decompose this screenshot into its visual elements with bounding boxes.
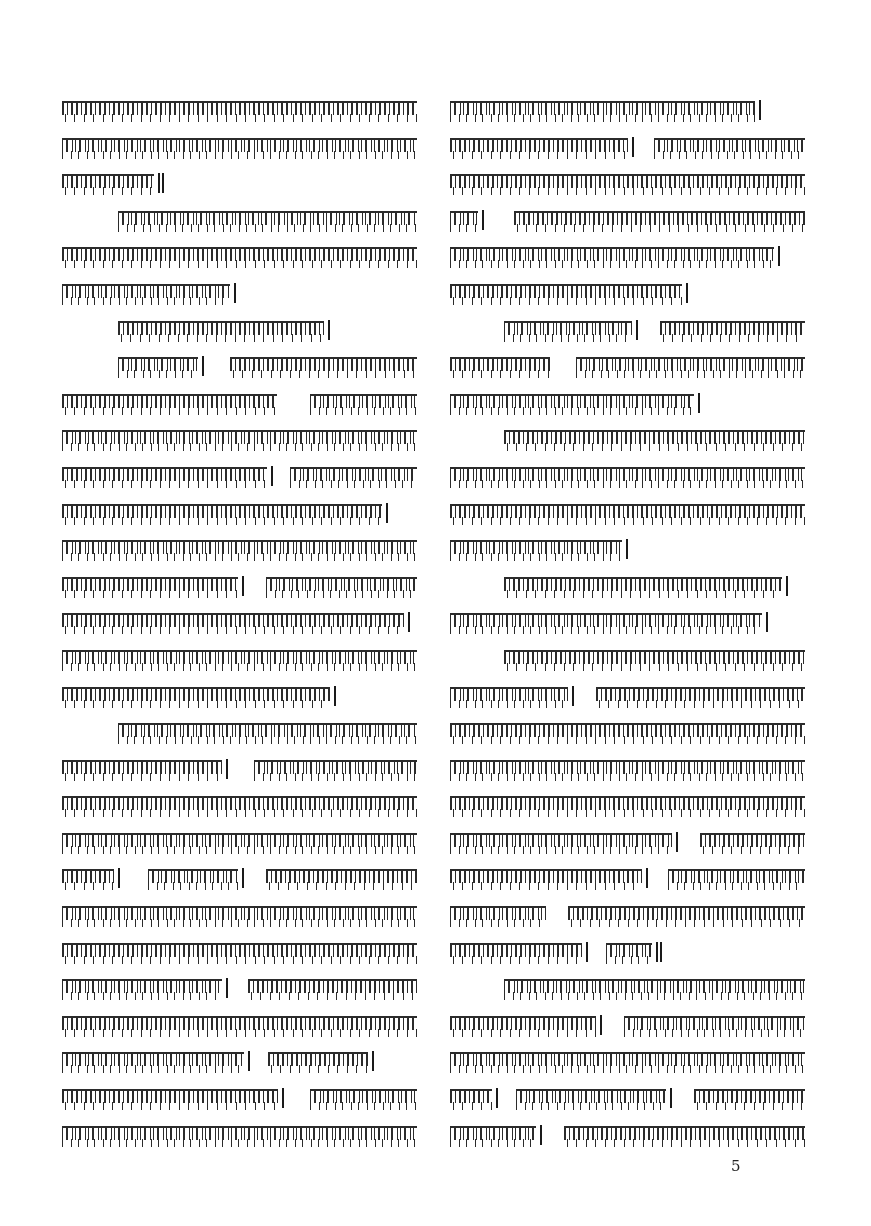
text-line: [62, 751, 417, 788]
text-line: [450, 824, 805, 861]
text-line: [450, 1080, 805, 1117]
text-line: [450, 604, 805, 641]
text-line: [450, 348, 805, 385]
text-line: [62, 421, 417, 458]
text-line: [450, 568, 805, 605]
text-line: [62, 860, 417, 897]
text-line: [62, 385, 417, 422]
text-line: [62, 238, 417, 275]
text-line: [62, 531, 417, 568]
text-line: [450, 312, 805, 349]
text-line: [450, 860, 805, 897]
text-line: [450, 751, 805, 788]
text-line: [62, 824, 417, 861]
text-line: [62, 1117, 417, 1154]
text-line: [62, 1080, 417, 1117]
text-line: [62, 897, 417, 934]
left-text-column: [62, 92, 417, 1153]
text-line: [450, 714, 805, 751]
text-line: [62, 787, 417, 824]
text-line: [450, 129, 805, 166]
text-line: [450, 275, 805, 312]
text-line: [450, 678, 805, 715]
page-number: 5: [731, 1157, 741, 1175]
text-line: [62, 312, 417, 349]
text-line: [62, 1043, 417, 1080]
text-line: [62, 641, 417, 678]
text-line: [450, 385, 805, 422]
text-line: [450, 934, 805, 971]
text-line: [62, 275, 417, 312]
text-line: [62, 165, 417, 202]
text-line: [450, 458, 805, 495]
text-line: [450, 202, 805, 239]
text-line: [62, 714, 417, 751]
text-line: [450, 165, 805, 202]
text-line: [450, 238, 805, 275]
text-line: [62, 970, 417, 1007]
text-line: [62, 92, 417, 129]
text-line: [62, 348, 417, 385]
text-line: [62, 604, 417, 641]
right-text-column: [450, 92, 805, 1153]
text-line: [450, 421, 805, 458]
text-line: [450, 1117, 805, 1154]
text-line: [62, 1007, 417, 1044]
text-line: [62, 458, 417, 495]
text-line: [450, 92, 805, 129]
text-line: [62, 202, 417, 239]
text-line: [62, 568, 417, 605]
text-line: [450, 495, 805, 532]
text-line: [450, 1007, 805, 1044]
text-line: [450, 787, 805, 824]
text-line: [450, 531, 805, 568]
text-line: [62, 934, 417, 971]
text-line: [62, 495, 417, 532]
text-line: [450, 970, 805, 1007]
text-line: [450, 1043, 805, 1080]
text-line: [450, 897, 805, 934]
text-line: [450, 641, 805, 678]
text-line: [62, 678, 417, 715]
text-line: [62, 129, 417, 166]
